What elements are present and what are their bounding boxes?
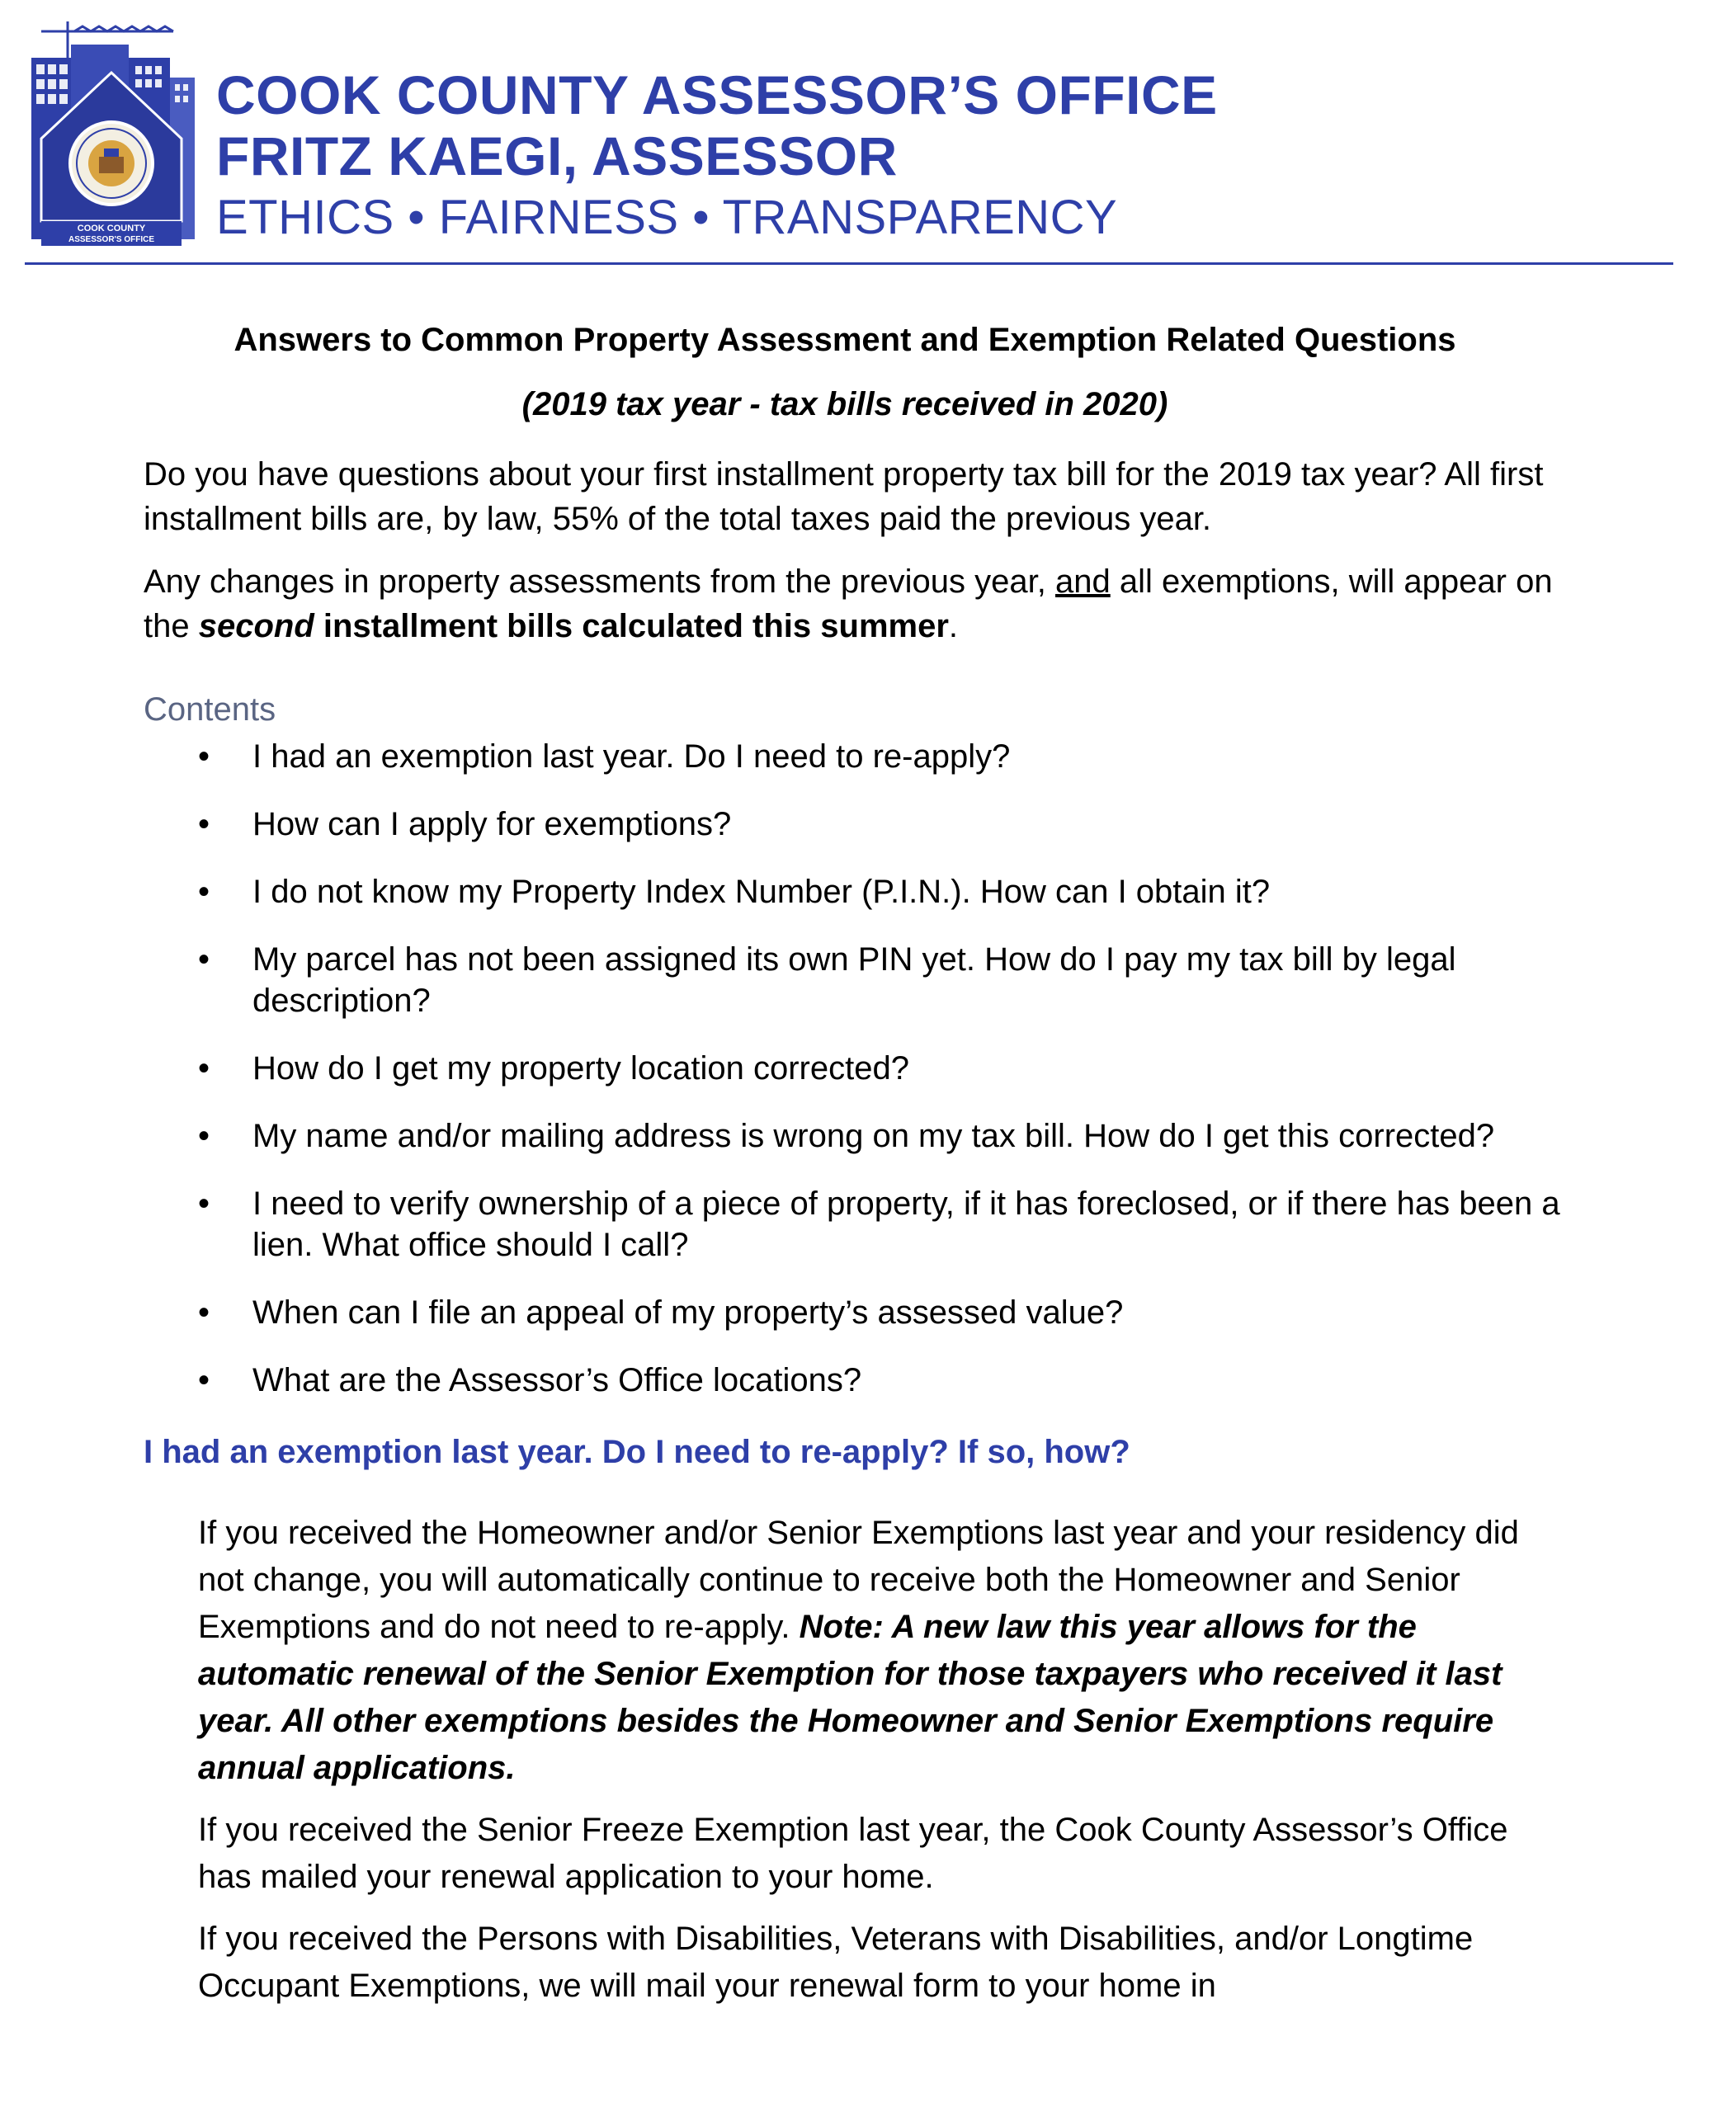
intro2-bold: installment bills calculated this summer: [314, 608, 949, 644]
contents-link-label: My name and/or mailing address is wrong on my tax bill. How do I get this corrected?: [252, 1118, 1495, 1154]
section-heading-exemption-renewal: I had an exemption last year. Do I need to re-apply? If so, how?: [144, 1434, 1130, 1470]
org-tagline: ETHICS • FAIRNESS • TRANSPARENCY: [216, 191, 1118, 244]
contents-link[interactable]: [144, 1360, 1622, 1401]
organization-header: [216, 64, 1218, 248]
intro2-and: and: [1054, 563, 1111, 600]
contents-heading: Contents: [144, 691, 276, 728]
org-name: COOK COUNTY ASSESSOR’S OFFICE: [216, 64, 1218, 125]
contents-link-label: When can I file an appeal of my property’s assessed value?: [252, 1294, 1124, 1331]
document-title: Answers to Common Property Assessment and Exemption Related Questions: [234, 322, 1456, 358]
intro2-text-a: Any changes in property assessments from the previous year,: [144, 563, 1055, 600]
section1-p1-text: If you received the Homeowner and/or Senior Exemptions last year and your residency did not change, you will automatically continue to receive both the Homeowner and Senior Exemptions and do not need to re-apply.: [198, 1515, 1519, 1645]
contents-link[interactable]: [144, 1115, 1622, 1157]
contents-link-label: I had an exemption last year. Do I need to re-apply?: [252, 738, 1011, 775]
cook-county-assessor-logo: [25, 15, 198, 248]
bullet: •: [198, 806, 210, 842]
contents-link[interactable]: [144, 1183, 1622, 1266]
bullet: •: [198, 874, 210, 910]
contents-link-label: I need to verify ownership of a piece of property, if it has foreclosed, or if there has been a lien. What office should I call?: [252, 1186, 1560, 1263]
contents-link-label: How can I apply for exemptions?: [252, 806, 732, 842]
svg-text:ASSESSOR'S OFFICE: ASSESSOR'S OFFICE: [68, 235, 155, 244]
intro2-second: second: [198, 608, 314, 644]
contents-link[interactable]: [144, 804, 1622, 845]
section1-paragraph-1: [198, 1510, 1568, 1792]
section1-p1-note: Note: A new law this year allows for the automatic renewal of the Senior Exemption for those taxpayers who received it last year. All other exemptions besides the Homeowner and Senior Exemptions require annual applications.: [198, 1609, 1502, 1786]
intro-paragraph-1: Do you have questions about your first installment property tax bill for the 2019 tax year? All first installment bills are, by law, 55% of the total taxes paid the previous year.: [144, 456, 1544, 537]
section1-paragraph-2: If you received the Senior Freeze Exemption last year, the Cook County Assessor’s Office has mailed your renewal application to your home.: [198, 1812, 1508, 1895]
contents-link[interactable]: [144, 736, 1622, 777]
bullet: •: [198, 1118, 210, 1154]
bullet: •: [198, 738, 210, 775]
section1-paragraph-3: If you received the Persons with Disabilities, Veterans with Disabilities, and/or Longtime Occupant Exemptions, we will mail your renewal form to your home in: [198, 1921, 1474, 2004]
section-body: [198, 1510, 1568, 2010]
bullet: •: [198, 1362, 210, 1398]
contents-link[interactable]: [144, 871, 1622, 912]
assessor-name: FRITZ KAEGI, ASSESSOR: [216, 125, 898, 186]
contents-link-label: My parcel has not been assigned its own PIN yet. How do I pay my tax bill by legal description?: [252, 941, 1456, 1019]
document-body: [144, 320, 1563, 2025]
contents-link-label: What are the Assessor’s Office locations?: [252, 1362, 862, 1398]
contents-link[interactable]: [144, 1292, 1622, 1333]
contents-link[interactable]: [144, 939, 1622, 1021]
contents-list: [144, 736, 1563, 1401]
bullet: •: [198, 1294, 210, 1331]
intro2-text-b: all exemptions, will appear on the: [144, 563, 1553, 644]
contents-link-label: How do I get my property location corrected?: [252, 1050, 909, 1087]
document-subtitle: (2019 tax year - tax bills received in 2020): [521, 386, 1168, 422]
bullet: •: [198, 1050, 210, 1087]
svg-text:COOK COUNTY: COOK COUNTY: [77, 224, 146, 233]
bullet: •: [198, 1186, 210, 1222]
contents-link-label: I do not know my Property Index Number (P.I.N.). How can I obtain it?: [252, 874, 1271, 910]
intro-paragraph-2: [144, 559, 1563, 648]
header-divider: [25, 262, 1673, 265]
bullet: •: [198, 941, 210, 978]
contents-link[interactable]: [144, 1048, 1622, 1089]
intro2-end: .: [948, 608, 959, 644]
